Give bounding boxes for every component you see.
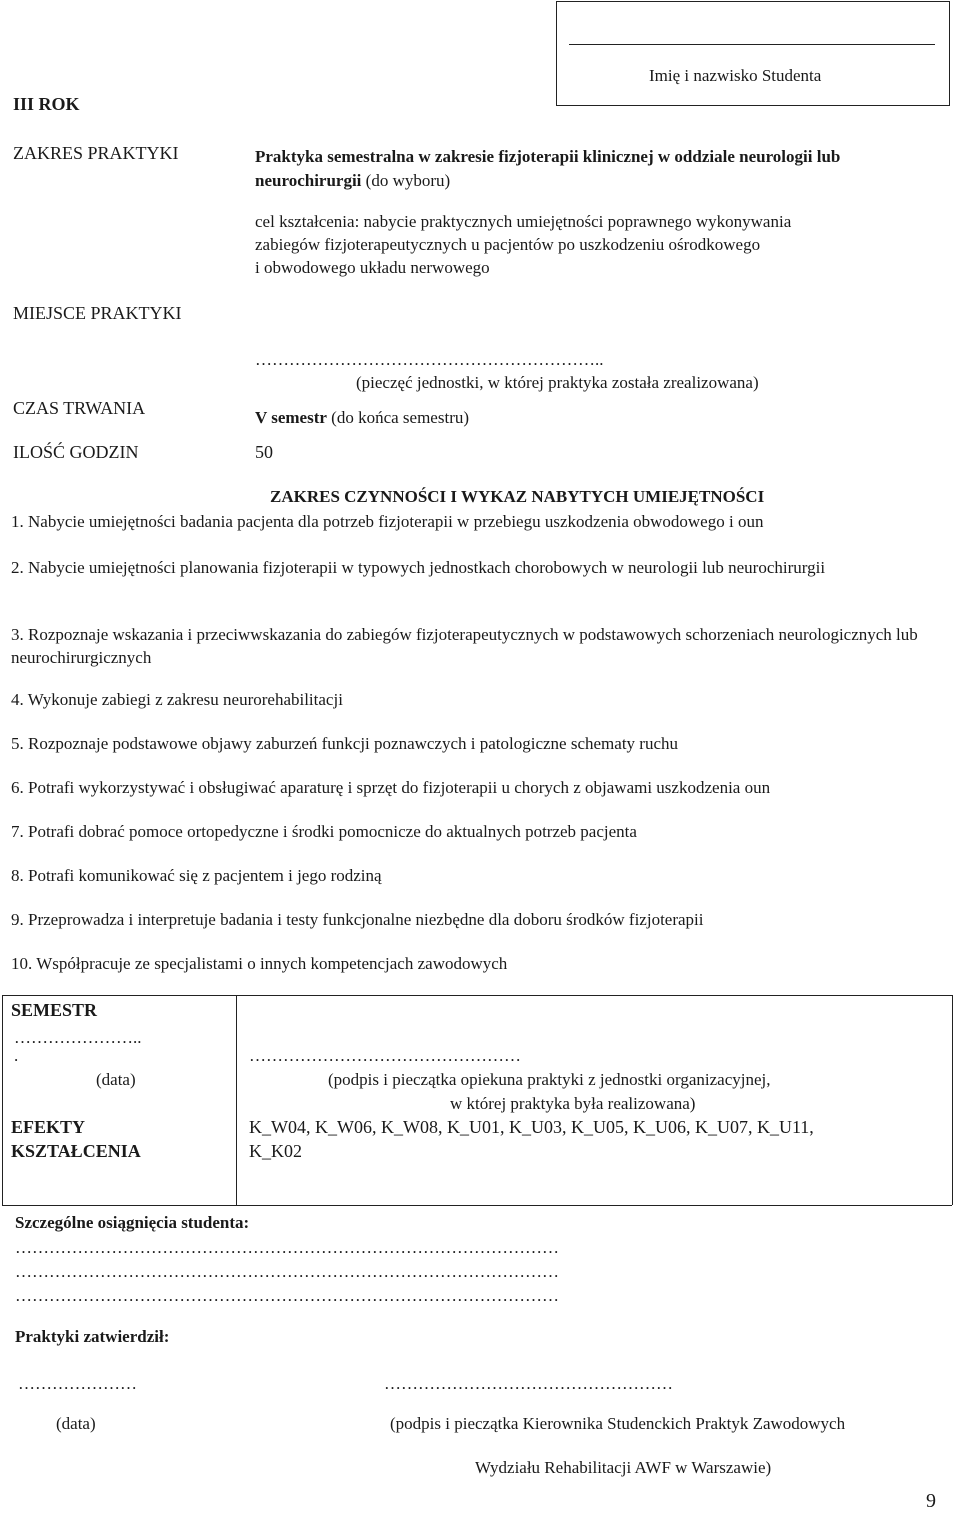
approved-date-dots: …………………: [18, 1374, 137, 1393]
semester-date-caption: (data): [96, 1070, 136, 1089]
goal-line-3: i obwodowego układu nerwowego: [255, 258, 490, 277]
list-item: 10. Współpracuje ze specjalistami o innych kompetencjach zawodowych: [11, 954, 508, 973]
effects-label-1: EFEKTY: [11, 1117, 86, 1137]
achievements-label: Szczególne osiągnięcia studenta:: [15, 1213, 250, 1232]
effects-label-2: KSZTAŁCENIA: [11, 1141, 141, 1161]
list-item: 3. Rozpoznaje wskazania i przeciwwskazania do zabiegów fizjoterapeutycznych w podstawowych schorzeniach neurologicznych lub neurochirurgicznych: [11, 625, 918, 667]
duration-value: [255, 408, 469, 428]
achievement-dots: ……………………………………………………………………………………: [15, 1238, 559, 1257]
goal-line-2: zabiegów fizjoterapeutycznych u pacjentów po uszkodzeniu ośrodkowego: [255, 235, 761, 254]
list-item: 8. Potrafi komunikować się z pacjentem i jego rodziną: [11, 866, 382, 885]
approved-label: Praktyki zatwierdził:: [15, 1327, 170, 1346]
approved-sign-caption-2: Wydziału Rehabilitacji AWF w Warszawie): [475, 1458, 772, 1477]
year-label: III ROK: [13, 94, 80, 114]
goal-line-1: cel kształcenia: nabycie praktycznych umiejętności poprawnego wykonywania: [255, 212, 792, 231]
student-name-caption: Imię i nazwisko Studenta: [649, 66, 822, 85]
scope-title-bold: Praktyka semestralna w zakresie fizjoterapii klinicznej w oddziale neurologii lub neurochirurgii: [255, 147, 841, 190]
place-label: MIEJSCE PRAKTYKI: [13, 303, 182, 323]
hours-value: 50: [255, 442, 273, 462]
achievement-dots: ……………………………………………………………………………………: [15, 1286, 559, 1305]
table-bottom-border: [2, 1205, 952, 1206]
achievement-dots: ……………………………………………………………………………………: [15, 1262, 559, 1281]
supervisor-dots: …………………………………………: [249, 1046, 521, 1065]
list-item: 1. Nabycie umiejętności badania pacjenta dla potrzeb fizjoterapii w przebiegu uszkodzenia obwodowego i oun: [11, 512, 764, 531]
list-item: 6. Potrafi wykorzystywać i obsługiwać aparaturę i sprzęt do fizjoterapii u chorych z objawami uszkodzenia oun: [11, 778, 771, 797]
list-item: 9. Przeprowadza i interpretuje badania i testy funkcjonalne niezbędne dla doboru środków fizjoterapii: [11, 910, 704, 929]
duration-label: CZAS TRWANIA: [13, 398, 146, 418]
approved-date-caption: (data): [56, 1414, 96, 1433]
supervisor-caption-1: (podpis i pieczątka opiekuna praktyki z jednostki organizacyjnej,: [328, 1070, 771, 1089]
table-top-border: [2, 995, 952, 996]
approved-sign-dots: ……………………………………………: [384, 1374, 673, 1393]
place-caption: (pieczęć jednostki, w której praktyka została zrealizowana): [356, 373, 759, 392]
page-number: 9: [926, 1490, 936, 1512]
student-name-line: [569, 44, 935, 45]
place-dots: ……………………………………………………..: [255, 350, 604, 369]
duration-value-bold: V semestr: [255, 408, 327, 427]
table-left-border: [2, 995, 3, 1205]
list-item: 7. Potrafi dobrać pomoce ortopedyczne i środki pomocnicze do aktualnych potrzeb pacjenta: [11, 822, 637, 841]
table-right-border: [952, 995, 953, 1205]
hours-label: ILOŚĆ GODZIN: [13, 442, 139, 462]
student-name-box: [556, 1, 950, 106]
semester-dots-1: …………………..: [14, 1028, 142, 1047]
table-mid-border: [236, 995, 237, 1205]
list-item: 2. Nabycie umiejętności planowania fizjoterapii w typowych jednostkach chorobowych w neurologii lub neurochirurgii: [11, 558, 826, 577]
list-item: 4. Wykonuje zabiegi z zakresu neurorehabilitacji: [11, 690, 343, 709]
supervisor-caption-2: w której praktyka była realizowana): [450, 1094, 696, 1113]
scope-title-note: (do wyboru): [365, 171, 451, 190]
duration-value-note: (do końca semestru): [331, 408, 470, 427]
effects-line-2: K_K02: [249, 1141, 302, 1161]
semester-dots-2: .: [14, 1046, 19, 1065]
approved-sign-caption-1: (podpis i pieczątka Kierownika Studenckich Praktyk Zawodowych: [390, 1414, 846, 1433]
scope-title: [255, 145, 935, 193]
scope-label: ZAKRES PRAKTYKI: [13, 143, 179, 163]
list-item: 5. Rozpoznaje podstawowe objawy zaburzeń funkcji poznawczych i patologiczne schematy ruchu: [11, 734, 679, 753]
activities-title: ZAKRES CZYNNOŚCI I WYKAZ NABYTYCH UMIEJĘTNOŚCI: [270, 487, 765, 506]
effects-line-1: K_W04, K_W06, K_W08, K_U01, K_U03, K_U05, K_U06, K_U07, K_U11,: [249, 1117, 814, 1137]
semester-label: SEMESTR: [11, 1000, 98, 1020]
